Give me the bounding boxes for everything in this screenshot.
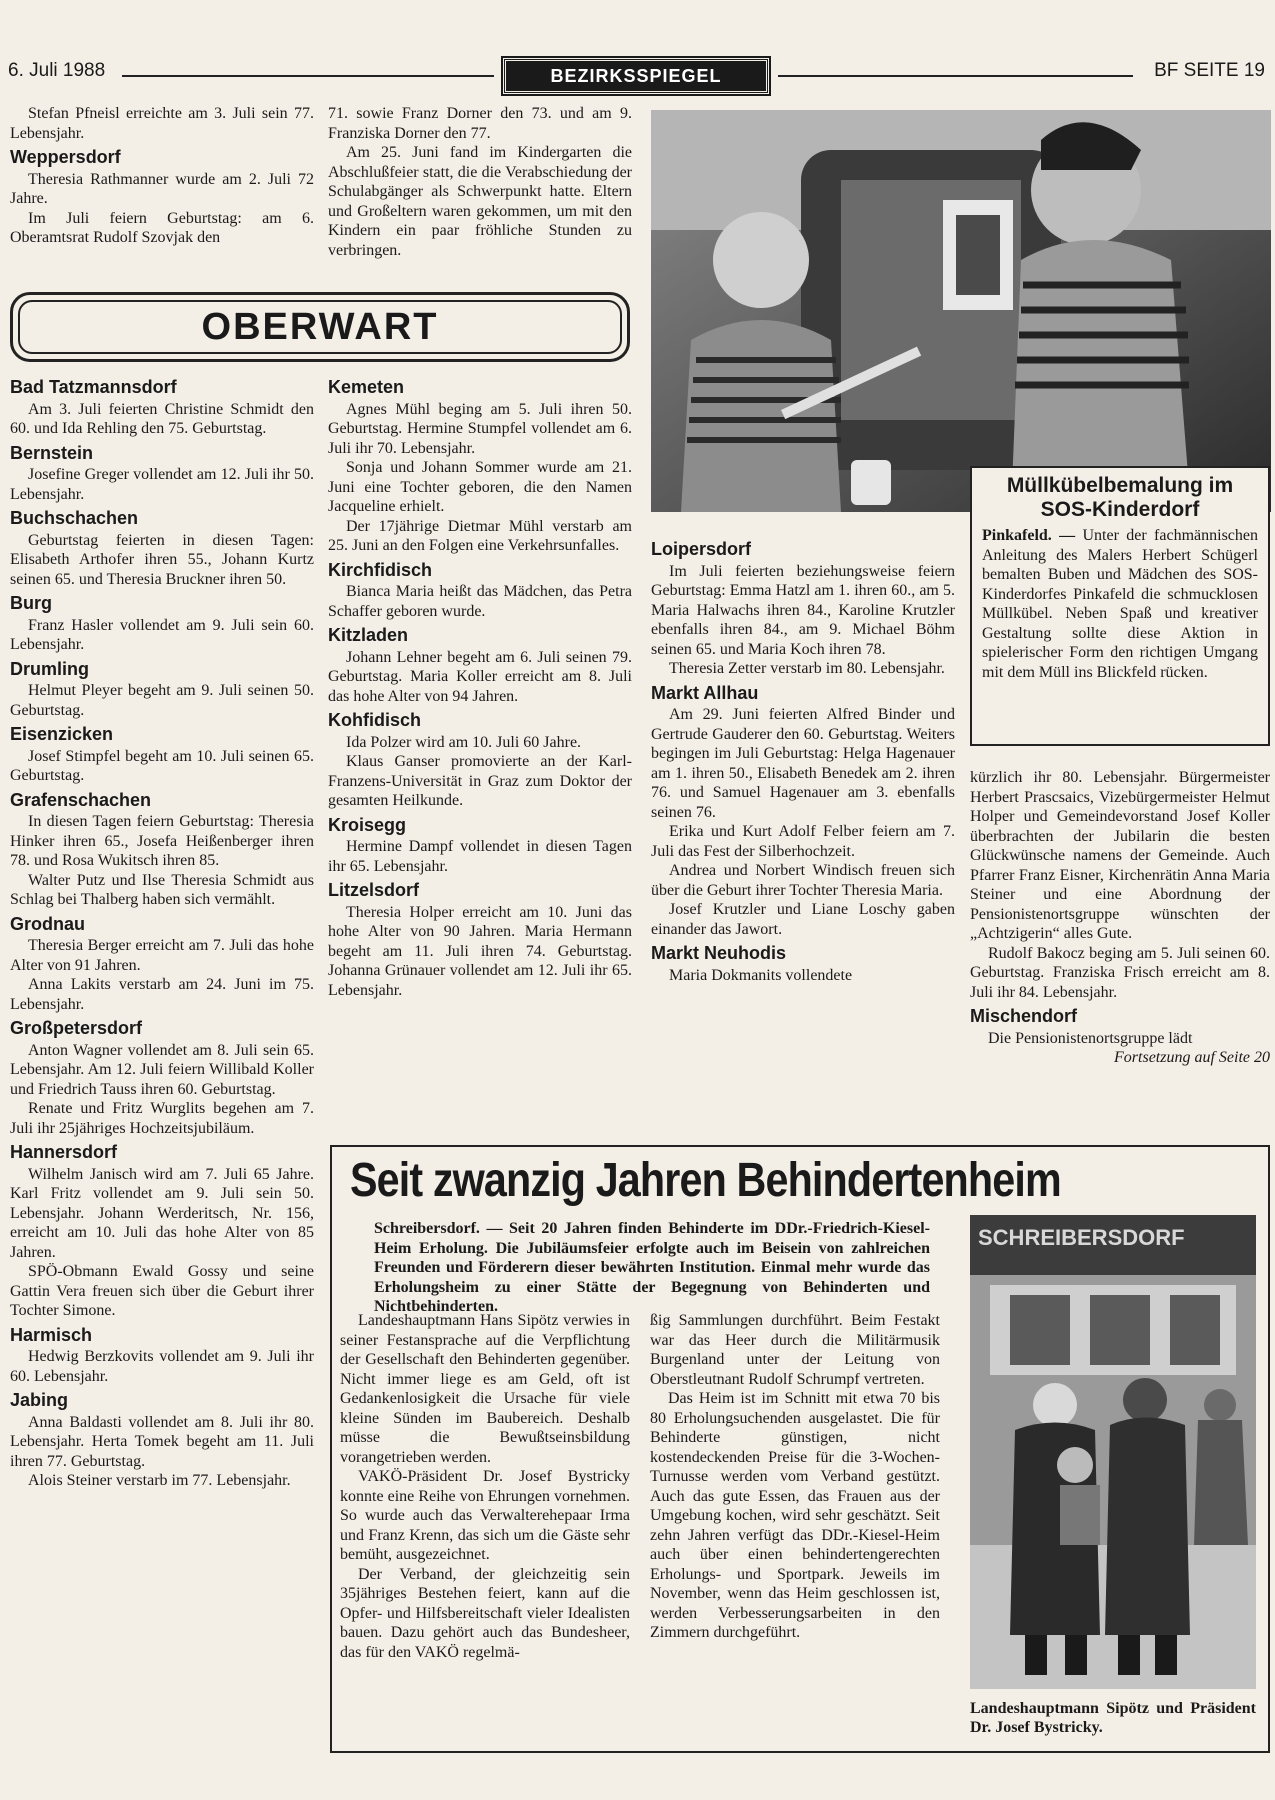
paragraph: Die Pensionistenortsgruppe lädt xyxy=(988,1029,1193,1047)
town-heading: Weppersdorf xyxy=(10,147,121,167)
town-heading: Harmisch xyxy=(10,1324,93,1345)
box-dateline: Pinkafeld. — xyxy=(982,527,1076,544)
article-lead: Schreibersdorf. — Seit 20 Jahren finden Behinderte im DDr.-Friedrich-Kiesel-Heim Erholung. Die Jubiläumsfeier erfolgte auch im Beisein von zahlreichen Freunden und Förderern dieser bewährten Institution. Einmal mehr wurde das Erholungsheim zu einer Stätte der Begegnung von Behinderten und Nichtbehinderten. xyxy=(374,1220,930,1315)
paragraph: Landeshauptmann Hans Sipötz verwies in seiner Festansprache auf die Verpflichtung der Gesellschaft den Behinderten gegenüber. Nicht immer liege es am Geld, oft ist Gedankenlosigkeit die Ursache für viele kleine Sünden im Baubereich. Deshalb müsse die Bewußtseinsbildung vorangetrieben werden. xyxy=(340,1312,630,1466)
town-heading: Markt Allhau xyxy=(651,682,759,703)
header-rule-left xyxy=(122,75,494,77)
town-heading: Hannersdorf xyxy=(10,1142,118,1162)
town-heading: Drumling xyxy=(10,658,89,679)
paragraph: Der 17jährige Dietmar Mühl verstarb am 25. Juni an den Folgen eine Verkehrsunfalles. xyxy=(328,517,632,554)
paragraph: Theresia Berger erreicht am 7. Juli das hohe Alter von 91 Jahren. xyxy=(10,937,314,974)
town-heading: Bernstein xyxy=(10,442,94,463)
town-heading: Kohfidisch xyxy=(328,710,421,730)
paragraph: Theresia Zetter verstarb im 80. Lebensjahr. xyxy=(669,660,945,677)
town-heading: Jabing xyxy=(10,1390,69,1410)
paragraph: kürzlich ihr 80. Lebensjahr. Bürgermeister Herbert Prascsaics, Vizebürgermeister Helmut Holper und Gemeindevorstand Josef Koller überbrachten der Jubilarin die besten Glückwünsche namens der Gemeinde. Auch Pfarrer Franz Eisner, Kirchenrätin Anna Maria Steiner und eine Abordnung der Pensionistenortsgruppe wünschten der „Achtzigerin“ alles Gute. xyxy=(970,769,1270,942)
paragraph: Sonja und Johann Sommer wurde am 21. Juni eine Tochter geboren, die den Namen Jacqueline erhielt. xyxy=(328,459,632,515)
ceremony-photo xyxy=(970,1215,1256,1689)
paragraph: Geburtstag feierten in diesen Tagen: Elisabeth Arthofer ihren 55., Johann Kurtz seinen 65. und Theresia Bruckner ihren 50. xyxy=(10,531,314,588)
paragraph: Renate und Fritz Wurglits begehen am 7. Juli ihr 25jähriges Hochzeitsjubiläum. xyxy=(10,1100,314,1137)
paragraph: Am 25. Juni fand im Kindergarten die Abschlußfeier statt, die die Verabschiedung der Schulabgänger als Schwerpunkt hatte. Eltern und Großeltern waren gekommen, um mit den Kindern ein paar fröhliche Stunden zu verbringen. xyxy=(328,144,632,259)
town-heading: Loipersdorf xyxy=(651,539,752,559)
town-heading: Eisenzicken xyxy=(10,724,114,744)
paragraph: Agnes Mühl beging am 5. Juli ihren 50. Geburtstag. Hermine Stumpfel vollendet am 6. Juli ihr 70. Lebensjahr. xyxy=(328,400,632,457)
top-column-1 xyxy=(10,104,314,248)
top-column-2 xyxy=(328,104,632,260)
paragraph: In diesen Tagen feiern Geburtstag: Theresia Hinker ihren 65., Josefa Heißenberger ihren 78. und Rosa Wukitsch ihren 85. xyxy=(10,813,314,869)
column-1 xyxy=(10,378,314,1491)
paragraph: Theresia Holper erreicht am 10. Juni das hohe Alter von 90 Jahren. Maria Hermann begeht am 11. Juli ihren 74. Geburtstag. Johanna Grünauer vollendet am 12. Juli ihr 65. Lebensjahr. xyxy=(328,903,632,999)
header-rule-right xyxy=(778,75,1133,77)
article-headline: Seit zwanzig Jahren Behindertenheim xyxy=(350,1154,1061,1207)
paragraph: Helmut Pleyer begeht am 9. Juli seinen 50. Geburtstag. xyxy=(10,682,314,719)
paragraph: Anna Lakits verstarb am 24. Juni im 75. Lebensjahr. xyxy=(10,976,314,1013)
region-banner-title: OBERWART xyxy=(18,300,622,354)
paragraph: Rudolf Bakocz beging am 5. Juli seinen 60. Geburtstag. Franziska Frisch erreicht am 8. Juli ihr 84. Lebensjahr. xyxy=(970,944,1270,1001)
paragraph: Andrea und Norbert Windisch freuen sich über die Geburt ihrer Tochter Theresia Maria. xyxy=(651,862,955,899)
paragraph: Walter Putz und Ilse Theresia Schmidt aus Schlag bei Thalberg haben sich vermählt. xyxy=(10,871,314,908)
paragraph: Das Heim ist im Schnitt mit etwa 70 bis 80 Erholungsuchenden ausgelastet. Die für Behinderte günstigen, nicht kostendeckenden Preise für die 3-Wochen-Turnusse werden vom Verband gestützt. Auch das gute Essen, das Frauen aus der Umgebung kochen, wird sehr geschätzt. Seit zehn Jahren verfügt das DDr.-Kiesel-Heim auch über einen behindertengerechten Erholungs- und Sportpark. Jeweils im November, wenn das Heim geschlossen ist, werden Verbesserungsarbeiten in den Zimmern durchgeführt. xyxy=(650,1390,940,1641)
page-number: BF SEITE 19 xyxy=(1154,60,1265,81)
town-heading: Kitzladen xyxy=(328,625,409,645)
paragraph: Klaus Ganser promovierte an der Karl-Franzens-Universität in Graz zum Doktor der gesamten Heilkunde. xyxy=(328,753,632,809)
paragraph: Josef Krutzler und Liane Loschy gaben einander das Jawort. xyxy=(651,901,955,938)
town-heading: Kroisegg xyxy=(328,814,407,835)
box-title: Müllkübelbemalung im SOS-Kinderdorf xyxy=(1006,474,1234,521)
town-heading: Markt Neuhodis xyxy=(651,943,787,963)
paragraph: Hedwig Berzkovits vollendet am 9. Juli ihr 60. Lebensjahr. xyxy=(10,1348,314,1385)
town-heading: Burg xyxy=(10,593,52,613)
column-2 xyxy=(328,378,632,1000)
town-heading: Litzelsdorf xyxy=(328,880,420,900)
paragraph: Stefan Pfneisl erreichte am 3. Juli sein 77. Lebensjahr. xyxy=(10,105,314,142)
article-column-1 xyxy=(340,1311,630,1662)
feature-article xyxy=(330,1145,1270,1753)
paragraph: Wilhelm Janisch wird am 7. Juli 65 Jahre. Karl Fritz vollendet am 9. Juli sein 50. Lebensjahr. Johann Werderitsch, Nr. 156, erreicht am 10. Juli das hohe Alter von 85 Jahren. xyxy=(10,1165,314,1261)
town-heading: Großpetersdorf xyxy=(10,1018,143,1038)
town-heading: Kirchfidisch xyxy=(328,559,433,580)
paragraph: Im Juli feiern Geburtstag: am 6. Oberamtsrat Rudolf Szovjak den xyxy=(10,209,314,246)
children-painting-photo xyxy=(651,110,1271,512)
section-badge: BEZIRKSSPIEGEL xyxy=(503,58,769,94)
town-heading: Mischendorf xyxy=(970,1006,1078,1026)
town-heading: Bad Tatzmannsdorf xyxy=(10,377,177,397)
town-heading: Kemeten xyxy=(328,377,405,397)
paragraph: Bianca Maria heißt das Mädchen, das Petra Schaffer geboren wurde. xyxy=(328,583,632,620)
sidebar-box xyxy=(970,466,1270,746)
column-3 xyxy=(651,540,955,985)
photo-caption: Landeshauptmann Sipötz und Präsident Dr. Josef Bystricky. xyxy=(970,1700,1256,1736)
article-column-2 xyxy=(650,1311,940,1643)
town-heading: Grafenschachen xyxy=(10,789,152,810)
page-header xyxy=(0,58,1275,94)
paragraph: 71. sowie Franz Dorner den 73. und am 9. Franziska Dorner den 77. xyxy=(328,105,632,142)
paragraph: Franz Hasler vollendet am 9. Juli sein 60. Lebensjahr. xyxy=(10,616,314,653)
paragraph: Theresia Rathmanner wurde am 2. Juli 72 Jahre. xyxy=(10,170,314,207)
paragraph: Anna Baldasti vollendet am 8. Juli ihr 80. Lebensjahr. Herta Tomek begeht am 11. Juli ihren 77. Geburtstag. xyxy=(10,1413,314,1470)
paragraph: Hermine Dampf vollendet in diesen Tagen ihr 65. Lebensjahr. xyxy=(328,838,632,875)
town-heading: Buchschachen xyxy=(10,508,139,528)
paragraph: Anton Wagner vollendet am 8. Juli sein 65. Lebensjahr. Am 12. Juli feiern Willibald Koller und Friedrich Tauss ihren 60. Geburtstag. xyxy=(10,1041,314,1098)
paragraph: Alois Steiner verstarb im 77. Lebensjahr. xyxy=(28,1472,291,1489)
paragraph: Am 3. Juli feierten Christine Schmidt den 60. und Ida Rehling den 75. Geburtstag. xyxy=(10,400,314,437)
paragraph: Am 29. Juni feierten Alfred Binder und Gertrude Gauderer den 60. Geburtstag. Weiters begingen im Juli Geburtstag: Helga Hagenauer am 1. ihren 50., Elisabeth Benedek am 2. ihren 76. und Samuel Hagenauer am 3. ebenfalls seinen 76. xyxy=(651,706,955,821)
paragraph: Maria Dokmanits vollendete xyxy=(669,966,853,984)
paragraph: Johann Lehner begeht am 6. Juli seinen 79. Geburtstag. Maria Koller erreicht am 8. Juli das hohe Alter von 94 Jahren. xyxy=(328,648,632,705)
box-text xyxy=(982,526,1258,682)
paragraph: Erika und Kurt Adolf Felber feiern am 7. Juli das Fest der Silberhochzeit. xyxy=(651,823,955,860)
town-heading: Grodnau xyxy=(10,913,85,934)
paragraph: Josefine Greger vollendet am 12. Juli ihr 50. Lebensjahr. xyxy=(10,466,314,503)
continued-note: Fortsetzung auf Seite 20 xyxy=(1114,1049,1270,1066)
paragraph: Im Juli feierten beziehungsweise feiern Geburtstag: Emma Hatzl am 1. ihren 60., am 5. Maria Halwachs ihren 84., Karoline Krutzler ebenfalls ihren 84., am 9. Michael Böhm seinen 65. und Maria Koch ihren 78. xyxy=(651,562,955,658)
column-4 xyxy=(970,768,1270,1068)
issue-date: 6. Juli 1988 xyxy=(8,60,106,81)
paragraph: Ida Polzer wird am 10. Juli 60 Jahre. xyxy=(346,733,582,751)
paragraph: VAKÖ-Präsident Dr. Josef Bystricky konnte eine Reihe von Ehrungen vornehmen. So wurde auch das Verwalterehepaar Irma und Franz Krenn, das sich um die Gäste sehr bemüht, ausgezeichnet. xyxy=(340,1468,630,1563)
paragraph: ßig Sammlungen durchführt. Beim Festakt war das Heer durch die Militärmusik Burgenland unter der Leitung von Oberstleutnant Rudolf Schrumpf vertreten. xyxy=(650,1312,940,1388)
paragraph: SPÖ-Obmann Ewald Gossy und seine Gattin Vera freuen sich über die Geburt ihrer Tochter Simone. xyxy=(10,1263,314,1319)
region-banner xyxy=(10,292,630,362)
paragraph: Der Verband, der gleichzeitig sein 35jähriges Bestehen feiert, kann auf die Opfer- und Hilfsbereitschaft vieler Idealisten bauen. Dazu gehört auch das Bundesheer, das für den VAKÖ regelmä- xyxy=(340,1565,630,1661)
building-sign: SCHREIBERSDORF xyxy=(978,1225,1185,1250)
box-body: Unter der fachmännischen Anleitung des Malers Herbert Schügerl bemalten Buben und Mädchen des SOS-Kinderdorfes Pinkafeld die schmucklosen Müllkübel. Neben Spaß und kreativer Gestaltung sollte diese Aktion in spielerischer Form den richtigen Umgang mit dem Müll ins Blickfeld rücken. xyxy=(982,527,1259,681)
paragraph: Josef Stimpfel begeht am 10. Juli seinen 65. Geburtstag. xyxy=(10,747,314,784)
